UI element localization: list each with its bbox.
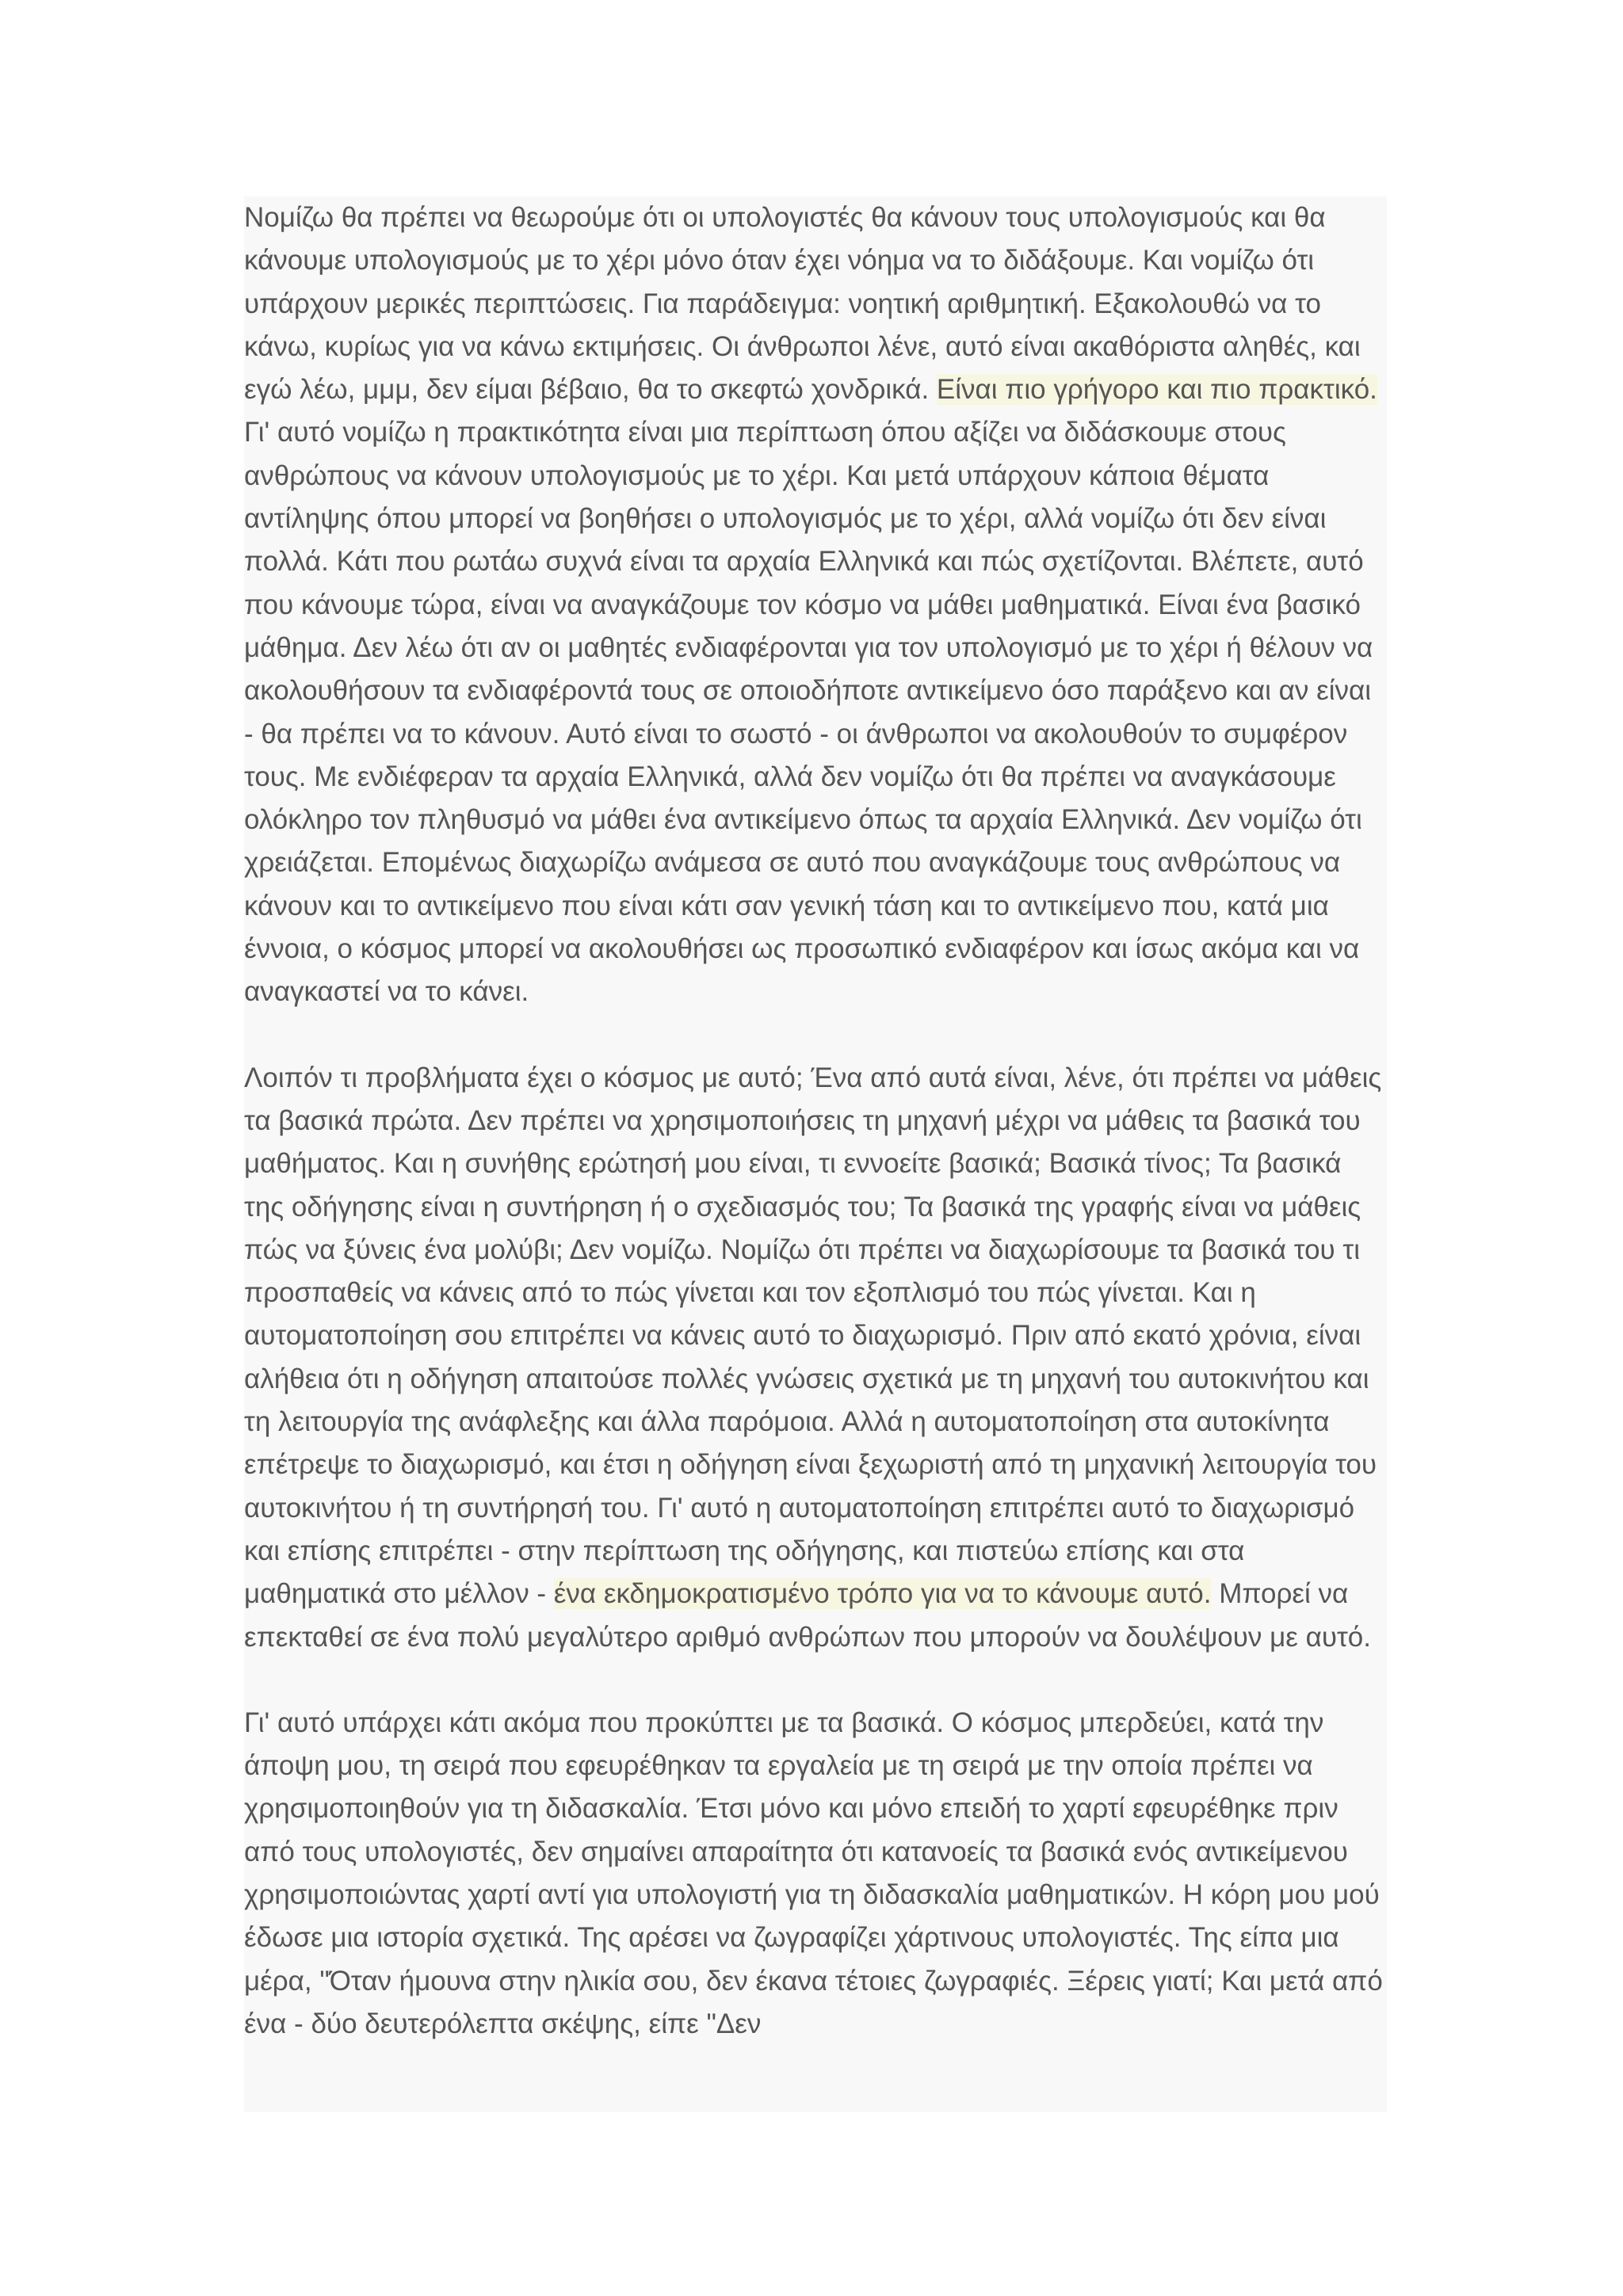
paragraph-1-text-2: Γι' αυτό νομίζω η πρακτικότητα είναι μια περίπτωση όπου αξίζει να διδάσκουμε στους ανθρώπους να κάνουν υπολογισμούς με το χέρι. Και μετά υπάρχουν κάποια θέματα αντίληψης όπου μπορεί να βοηθήσει ο υπολογισμός με το χέρι, αλλά νομίζω ότι δεν είναι πολλά. Κάτι που ρωτάω συχνά είναι τα αρχαία Ελληνικά και πώς σχετίζονται. Βλέπετε, αυτό που κάνουμε τώρα, είναι να αναγκάζουμε τον κόσμο να μάθει μαθηματικά. Είναι ένα βασικό μάθημα. Δεν λέω ότι αν οι μαθητές ενδιαφέρονται για τον υπολογισμό με το χέρι ή θέλουν να ακολουθήσουν τα ενδιαφέροντά τους σε οποιοδήποτε αντικείμενο όσο παράξενο και αν είναι - θα πρέπει να το κάνουν. Αυτό είναι το σωστό - οι άνθρωποι να ακολουθούν το συμφέρον τους. Με ενδιέφεραν τα αρχαία Ελληνικά, αλλά δεν νομίζω ότι θα πρέπει να αναγκάσουμε ολόκληρο τον πληθυσμό να μάθει ένα αντικείμενο όπως τα αρχαία Ελληνικά. Δεν νομίζω ότι χρειάζεται. Επομένως διαχωρίζω ανάμεσα σε αυτό που αναγκάζουμε τους ανθρώπους να κάνουν και το αντικείμενο που είναι κάτι σαν γενική τάση και το αντικείμενο που, κατά μια έννοια, ο κόσμος μπορεί να ακολουθήσει ως προσωπικό ενδιαφέρον και ίσως ακόμα και να αναγκαστεί να το κάνει. [244, 417, 1373, 1008]
paragraph-2 [244, 1057, 1387, 1659]
paragraph-1 [244, 196, 1387, 1014]
paragraph-1-text-1: Νομίζω θα πρέπει να θεωρούμε ότι οι υπολογιστές θα κάνουν τους υπολογισμούς και θα κάνουμε υπολογισμούς με το χέρι μόνο όταν έχει νόημα να το διδάξουμε. Και νομίζω ότι υπάρχουν μερικές περιπτώσεις. Για παράδειγμα: νοητική αριθμητική. Εξακολουθώ να το κάνω, κυρίως για να κάνω εκτιμήσεις. Οι άνθρωποι λένε, αυτό είναι ακαθόριστα αληθές, και εγώ λέω, μμμ, δεν είμαι βέβαιο, θα το σκεφτώ χονδρικά. [244, 202, 1361, 406]
text-block [244, 196, 1387, 2112]
paragraph-2-highlight: ένα εκδημοκρατισμένο τρόπο για να το κάνουμε αυτό. [553, 1578, 1212, 1610]
paragraph-2-text-2: Μπορεί να επεκταθεί σε ένα πολύ μεγαλύτερο αριθμό ανθρώπων που μπορούν να δουλέψουν με αυτό. [244, 1578, 1371, 1653]
paragraph-1-highlight: Είναι πιο γρήγορο και πιο πρακτικό. [936, 374, 1377, 406]
paragraph-2-text-1: Λοιπόν τι προβλήματα έχει ο κόσμος με αυτό; Ένα από αυτά είναι, λένε, ότι πρέπει να μάθεις τα βασικά πρώτα. Δεν πρέπει να χρησιμοποιήσεις τη μηχανή μέχρι να μάθεις τα βασικά του μαθήματος. Και η συνήθης ερώτησή μου είναι, τι εννοείτε βασικά; Βασικά τίνος; Τα βασικά της οδήγησης είναι η συντήρηση ή ο σχεδιασμός του; Τα βασικά της γραφής είναι να μάθεις πώς να ξύνεις ένα μολύβι; Δεν νομίζω. Νομίζω ότι πρέπει να διαχωρίσουμε τα βασικά του τι προσπαθείς να κάνεις από το πώς γίνεται και τον εξοπλισμό του πώς γίνεται. Και η αυτοματοποίηση σου επιτρέπει να κάνεις αυτό το διαχωρισμό. Πριν από εκατό χρόνια, είναι αλήθεια ότι η οδήγηση απαιτούσε πολλές γνώσεις σχετικά με τη μηχανή του αυτοκινήτου και τη λειτουργία της ανάφλεξης και άλλα παρόμοια. Αλλά η αυτοματοποίηση στα αυτοκίνητα επέτρεψε το διαχωρισμό, και έτσι η οδήγηση είναι ξεχωριστή από τη μηχανική λειτουργία του αυτοκινήτου ή τη συντήρησή του. Γι' αυτό η αυτοματοποίηση επιτρέπει αυτό το διαχωρισμό και επίσης επιτρέπει - στην περίπτωση της οδήγησης, και πιστεύω επίσης και στα μαθηματικά στο μέλλον - [244, 1062, 1382, 1610]
paragraph-3 [244, 1702, 1387, 2046]
paragraph-3-text-1: Γι' αυτό υπάρχει κάτι ακόμα που προκύπτει με τα βασικά. Ο κόσμος μπερδεύει, κατά την άποψη μου, τη σειρά που εφευρέθηκαν τα εργαλεία με τη σειρά με την οποία πρέπει να χρησιμοποιηθούν για τη διδασκαλία. Έτσι μόνο και μόνο επειδή το χαρτί εφευρέθηκε πριν από τους υπολογιστές, δεν σημαίνει απαραίτητα ότι κατανοείς τα βασικά ενός αντικείμενου χρησιμοποιώντας χαρτί αντί για υπολογιστή για τη διδασκαλία μαθηματικών. Η κόρη μου μού έδωσε μια ιστορία σχετικά. Της αρέσει να ζωγραφίζει χάρτινους υπολογιστές. Της είπα μια μέρα, "Όταν ήμουνα στην ηλικία σου, δεν έκανα τέτοιες ζωγραφιές. Ξέρεις γιατί; Και μετά από ένα - δύο δευτερόλεπτα σκέψης, είπε "Δεν [244, 1707, 1383, 2039]
